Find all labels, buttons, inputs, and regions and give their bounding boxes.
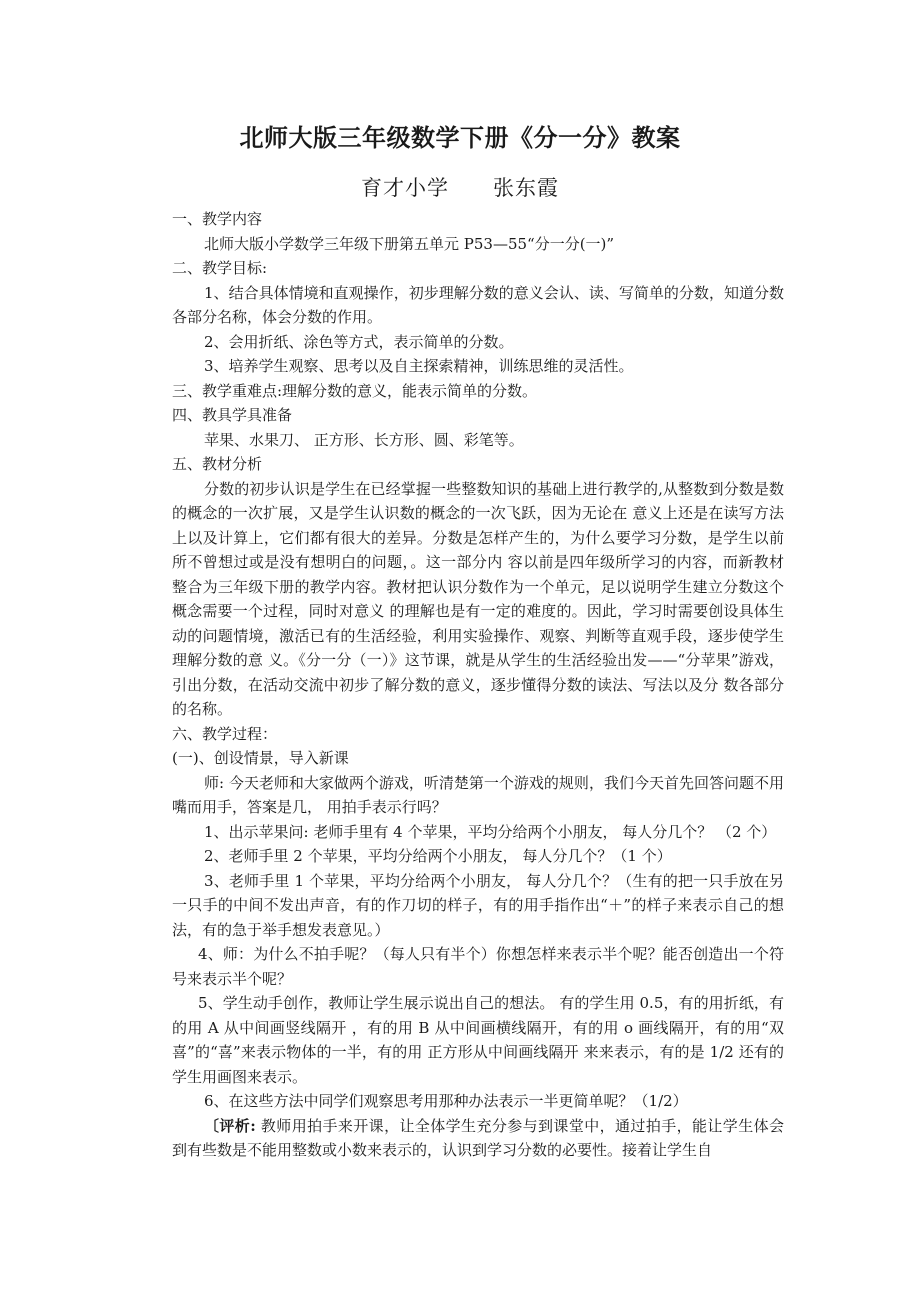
teacher-intro-paragraph: 师: 今天老师和大家做两个游戏，听清楚第一个游戏的规则，我们今天首先回答问题不用嘴而用手，答案是几， 用拍手表示行吗？ <box>172 773 784 816</box>
author-name: 张东霞 <box>493 176 559 200</box>
analysis-paragraph: 分数的初步认识是学生在已经掌握一些整数知识的基础上进行教学的,从整数到分数是数的概念的一次扩展，又是学生认识数的概念的一次飞跃，因为无论在 意义上还是在读写方法上以及计算上，它们都有很大的差异。分数是怎样产生的，为什么要学习分数，是学生以前所不曾想过或是没有想明白的问题，。这一部分内 容以前是四年级所学习的内容，而新教材整合为三年级下册的教学内容。教材把认识分数作为一个单元，足以说明学生建立分数这个概念需要一个过程，同时对意义 的理解也是有一定的难度的。因此，学习时需要创设具体生动的问题情境，激活已有的生活经验，利用实验操作、观察、判断等直观手段，逐步使学生理解分数的意 义。《分一分（一）》这节课，就是从学生的生活经验出发——“分苹果”游戏，引出分数，在活动交流中初步了解分数的意义，逐步懂得分数的读法、写法以及分 数各部分的名称。 <box>172 479 784 718</box>
materials-text: 苹果、水果刀、 正方形、长方形、圆、彩笔等。 <box>204 430 524 449</box>
comment-paragraph <box>172 1114 784 1163</box>
section-heading-goals: 二、教学目标: <box>172 259 268 277</box>
goal-item-2: 2、会用折纸、涂色等方式，表示简单的分数。 <box>204 332 514 351</box>
section-heading-process: 六、教学过程： <box>172 724 278 743</box>
question-2: 2、老师手里 2 个苹果，平均分给两个小朋友， 每人分几个？（1 个） <box>204 847 672 865</box>
section-content-text: 北师大版小学数学三年级下册第五单元 P53—55“分一分(一)” <box>204 234 615 253</box>
comment-text: 教师用拍手来开课，让全体学生充分参与到课堂中，通过拍手，能让学生体会到有些数是不能用整数或小数来表示的，认识到学习分数的必要性。接着让学生自 <box>172 1116 784 1159</box>
section-heading-key-points: 三、教学重难点:理解分数的意义，能表示简单的分数。 <box>172 381 538 400</box>
question-5: 5、学生动手创作，教师让学生展示说出自己的想法。 有的学生用 0.5，有的用折纸，有的用 A 从中间画竖线隔开 ，有的用 B 从中间画横线隔开，有的用 o 画线隔开，有的用“双喜”的“喜”来表示物体的一半，有的用 正方形从中间画线隔开 来来表示，有的是 1/2 还有的学生用画图来表示。 <box>172 994 784 1086</box>
document-body <box>172 207 784 1163</box>
byline <box>0 172 920 202</box>
question-6: 6、在这些方法中同学们观察思考用那种办法表示一半更简单呢？（1/2） <box>204 1092 688 1110</box>
goal-item-3: 3、培养学生观察、思考以及自主探索精神，训练思维的灵活性。 <box>204 357 634 375</box>
goal-item-1: 1、结合具体情境和直观操作，初步理解分数的意义会认、读、写简单的分数，知道分数各部分名称，体会分数的作用。 <box>172 283 784 326</box>
question-1: 1、出示苹果问: 老师手里有 4 个苹果，平均分给两个小朋友， 每人分几个？ （2 个） <box>204 822 777 841</box>
comment-label: 〔评析: <box>204 1116 256 1135</box>
subsection-heading-intro: (一)、创设情景，导入新课 <box>172 749 349 767</box>
school-name: 育才小学 <box>361 176 449 200</box>
question-3: 3、老师手里 1 个苹果，平均分给两个小朋友， 每人分几个？（生有的把一只手放在另一只手的中间不发出声音，有的作刀切的样子，有的用手指作出“＋”的样子来表示自己的想法，有的急于举手想发表意见。） <box>172 871 784 939</box>
question-4: 4、师：为什么不拍手呢？（每人只有半个）你想怎样来表示半个呢？能否创造出一个符号来表示半个呢？ <box>172 945 784 988</box>
section-heading-content: 一、教学内容 <box>172 210 263 228</box>
document-title: 北师大版三年级数学下册《分一分》教案 <box>239 123 681 152</box>
section-heading-analysis: 五、教材分析 <box>172 455 263 473</box>
section-heading-materials: 四、教具学具准备 <box>172 406 293 424</box>
